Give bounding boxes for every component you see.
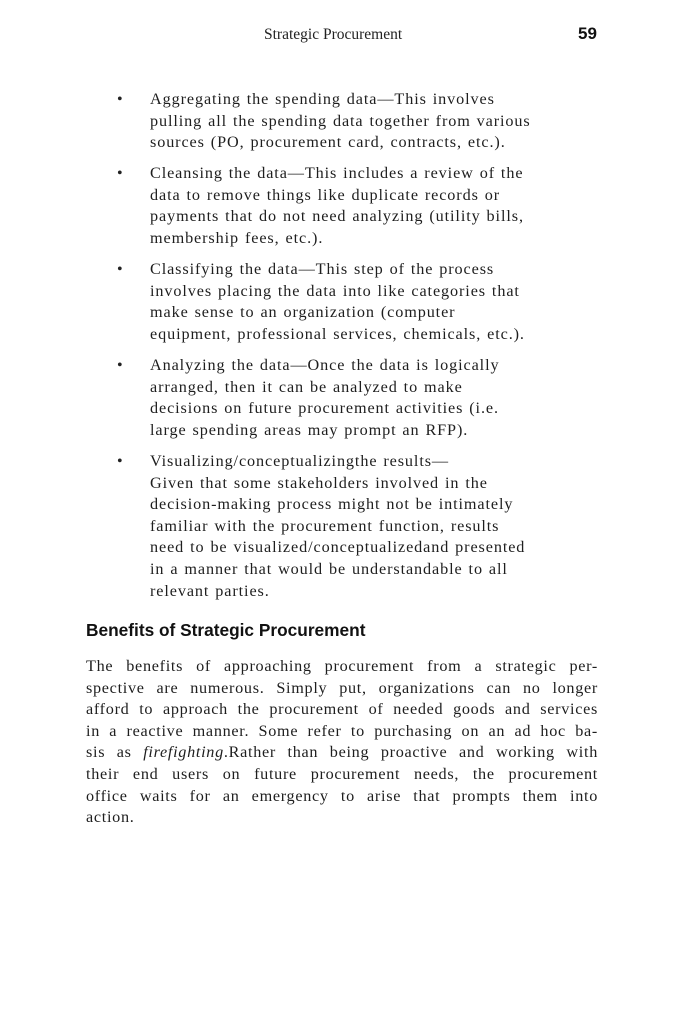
bullet-line: make sense to an organization (computer bbox=[150, 303, 456, 322]
bullet-line: need to be visualized/conceptualizedand presented bbox=[150, 538, 526, 557]
bullet-icon: • bbox=[117, 453, 123, 470]
paragraph-line: The benefits of approaching procurement from a strategic per- bbox=[86, 657, 598, 675]
paragraph-line: afford to approach the procurement of needed goods and services bbox=[86, 700, 598, 719]
bullet-line: Visualizing/conceptualizingthe results— bbox=[150, 452, 450, 470]
bullet-line: familiar with the procurement function, results bbox=[150, 516, 500, 535]
bullet-icon: • bbox=[117, 261, 123, 278]
bullet-line: decisions on future procurement activities (i.e. bbox=[150, 399, 499, 418]
bullet-line: data to remove things like duplicate records or bbox=[150, 185, 501, 204]
paragraph-line bbox=[86, 742, 598, 764]
bullet-line: pulling all the spending data together from various bbox=[150, 111, 531, 130]
bullet-line: Classifying the data—This step of the process bbox=[150, 260, 495, 278]
bullet-line: relevant parties. bbox=[150, 581, 270, 600]
bullet-line: in a manner that would be understandable to all bbox=[150, 560, 508, 578]
bullet-line: sources (PO, procurement card, contracts, etc.). bbox=[150, 133, 506, 152]
paragraph-line-start: sis as bbox=[86, 743, 144, 762]
italic-term-firefighting: firefighting bbox=[143, 743, 224, 762]
running-header bbox=[0, 24, 683, 46]
bullet-line: Cleansing the data—This includes a review of the bbox=[150, 164, 524, 182]
bullet-icon: • bbox=[117, 357, 123, 374]
running-title: Strategic Procurement bbox=[264, 26, 403, 43]
section-heading: Benefits of Strategic Procurement bbox=[86, 620, 366, 640]
bullet-icon: • bbox=[117, 91, 123, 108]
bullet-line: Aggregating the spending data—This involves bbox=[150, 90, 495, 108]
bullet-line: decision-making process might not be intimately bbox=[150, 495, 514, 514]
bullet-line: payments that do not need analyzing (utility bills, bbox=[150, 207, 524, 226]
bullet-line: equipment, professional services, chemicals, etc.). bbox=[150, 324, 525, 343]
paragraph-line: their end users on future procurement needs, the procurement bbox=[86, 765, 598, 783]
paragraph-line: office waits for an emergency to arise that prompts them into bbox=[86, 786, 598, 805]
bullet-line: involves placing the data into like categories that bbox=[150, 281, 520, 300]
paragraph-line: action. bbox=[86, 808, 135, 827]
bullet-line: arranged, then it can be analyzed to make bbox=[150, 377, 463, 396]
bullet-line: Analyzing the data—Once the data is logically bbox=[150, 356, 500, 374]
paragraph-line: spective are numerous. Simply put, organizations can no longer bbox=[86, 678, 598, 697]
paragraph-line: in a reactive manner. Some refer to purchasing on an ad hoc ba- bbox=[86, 721, 598, 740]
bullet-line: large spending areas may prompt an RFP). bbox=[150, 420, 469, 439]
bullet-line: membership fees, etc.). bbox=[150, 228, 324, 247]
bullet-icon: • bbox=[117, 165, 123, 182]
bullet-line: Given that some stakeholders involved in the bbox=[150, 473, 488, 492]
page-number: 59 bbox=[578, 24, 597, 43]
paragraph-line-rest: .Rather than being proactive and working with bbox=[223, 743, 598, 762]
